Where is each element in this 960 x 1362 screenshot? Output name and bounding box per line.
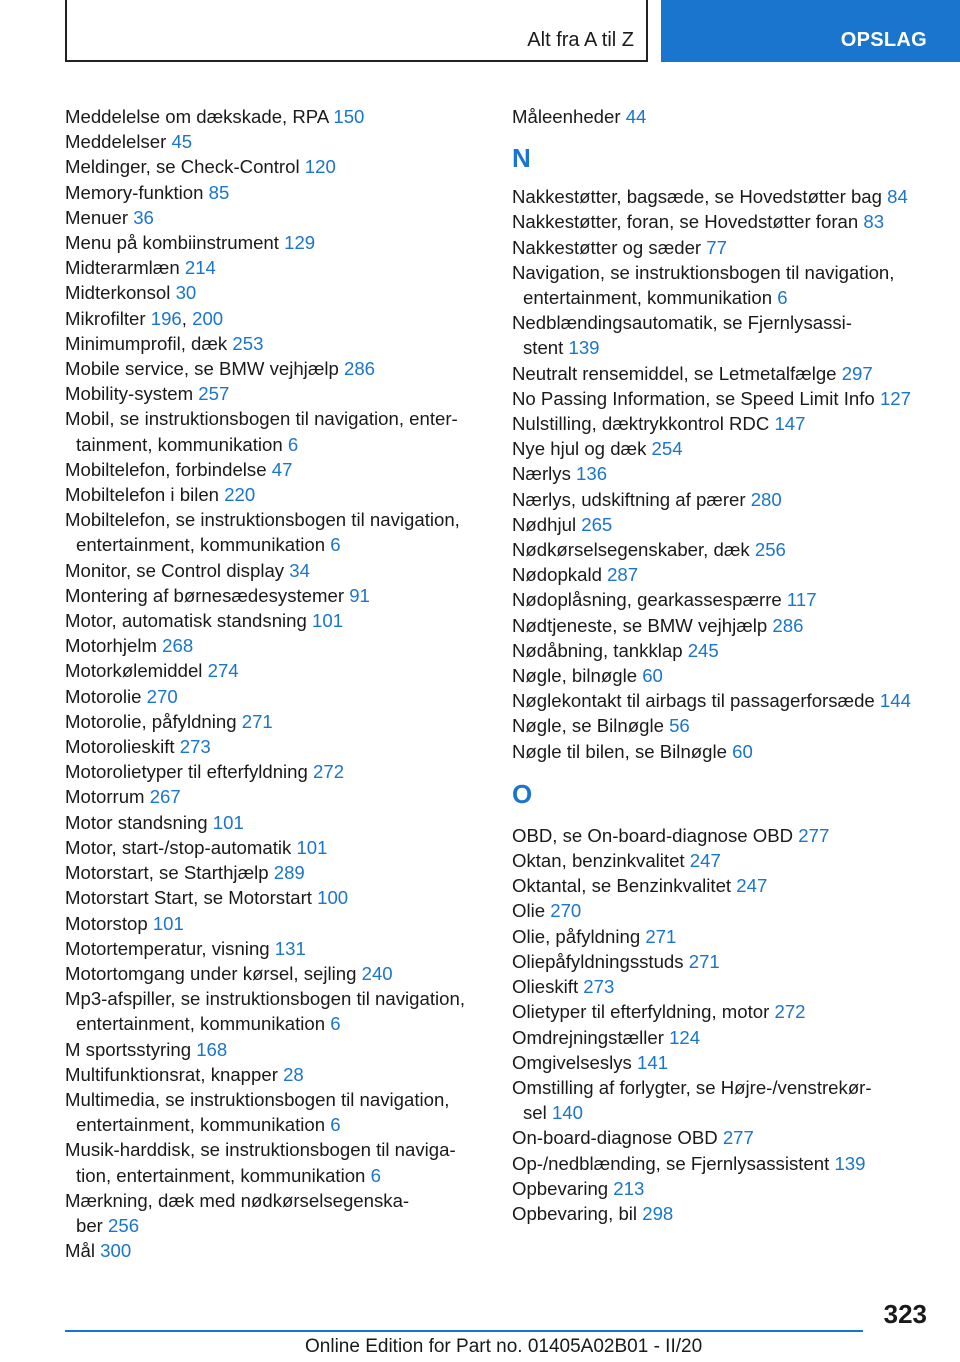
index-entry bbox=[65, 356, 485, 381]
index-entry bbox=[512, 104, 932, 129]
page-link[interactable]: 141 bbox=[637, 1051, 669, 1073]
entry-text: entertainment, kommunikation bbox=[523, 287, 778, 309]
index-entry bbox=[65, 709, 485, 734]
entry-text: Nakkestøtter, foran, se Hovedstøtter foran bbox=[512, 211, 864, 233]
index-entry bbox=[65, 558, 485, 583]
entry-text: Motorolietyper til efterfyldning bbox=[65, 761, 314, 783]
entry-text: Mobiltelefon, se instruktionsbogen til navigation, bbox=[65, 509, 460, 531]
entry-text: Mobil, se instruktionsbogen til navigation, enter- bbox=[65, 408, 458, 430]
index-entry bbox=[65, 1062, 485, 1087]
entry-text: Nødoplåsning, gearkassespærre bbox=[512, 589, 787, 611]
entry-text: Olietyper til efterfyldning, motor bbox=[512, 1001, 775, 1023]
entry-text: Op-/nedblænding, se Fjernlysassistent bbox=[512, 1152, 835, 1174]
page-link[interactable]: 144 bbox=[879, 690, 911, 712]
index-entry bbox=[512, 512, 932, 537]
index-entry bbox=[512, 1151, 932, 1176]
index-entry bbox=[65, 154, 485, 179]
entry-text: Multifunktionsrat, knapper bbox=[65, 1063, 284, 1085]
entry-text: Nærlys bbox=[512, 463, 577, 485]
index-entry bbox=[65, 482, 485, 507]
opslag-tab[interactable] bbox=[661, 0, 960, 62]
index-entry bbox=[512, 235, 932, 260]
index-entry bbox=[512, 638, 932, 663]
entry-text: Motorstop bbox=[65, 912, 153, 934]
entry-text: Mobility-system bbox=[65, 383, 199, 405]
page-link[interactable]: 267 bbox=[149, 786, 181, 808]
entry-text: Nye hjul og dæk bbox=[512, 438, 652, 460]
index-entry bbox=[512, 949, 932, 974]
entry-text: Mobiltelefon, forbindelse bbox=[65, 458, 272, 480]
page-link[interactable]: 47 bbox=[271, 458, 293, 480]
page-link[interactable]: 101 bbox=[212, 811, 244, 833]
page-link[interactable]: 120 bbox=[304, 156, 336, 178]
index-column-left bbox=[65, 104, 485, 1263]
page-link[interactable]: 100 bbox=[317, 887, 349, 909]
index-entry bbox=[65, 1037, 485, 1062]
entry-text: Oktan, benzinkvalitet bbox=[512, 850, 690, 872]
entry-text: ber bbox=[76, 1214, 109, 1236]
entry-text: Omgivelseslys bbox=[512, 1051, 638, 1073]
page-link[interactable]: 273 bbox=[583, 976, 615, 998]
page-link[interactable]: 140 bbox=[551, 1102, 583, 1124]
footer-divider bbox=[65, 1330, 863, 1332]
page-link[interactable]: 6 bbox=[777, 287, 788, 309]
entry-text: Motorhjelm bbox=[65, 635, 163, 657]
entry-text: Nødhjul bbox=[512, 513, 582, 535]
page-link[interactable]: 300 bbox=[100, 1240, 132, 1262]
page-link[interactable]: 45 bbox=[171, 131, 193, 153]
entry-text: Nærlys, udskiftning af pærer bbox=[512, 488, 751, 510]
index-entry bbox=[512, 873, 932, 898]
index-entry bbox=[65, 457, 485, 482]
page-link[interactable]: 60 bbox=[642, 665, 663, 687]
entry-text: Meddelelser bbox=[65, 131, 172, 153]
entry-text: Menuer bbox=[65, 206, 134, 228]
entry-text: Meddelelse om dækskade, RPA bbox=[65, 106, 334, 127]
entry-text: Nøglekontakt til airbags til passagerforsæde bbox=[512, 690, 880, 712]
entry-text: Motorstart, se Starthjælp bbox=[65, 862, 274, 884]
page-link[interactable]: 6 bbox=[330, 534, 341, 556]
page-link[interactable]: 6 bbox=[330, 1114, 341, 1136]
entry-text: Motor, start-/stop-automatik bbox=[65, 836, 297, 858]
index-entry bbox=[512, 209, 932, 234]
entry-text: Meldinger, se Check-Control bbox=[65, 156, 305, 178]
index-entry bbox=[65, 885, 485, 910]
entry-text: Motorkølemiddel bbox=[65, 660, 208, 682]
section-header bbox=[65, 0, 648, 62]
page-link[interactable]: 265 bbox=[581, 513, 613, 535]
index-entry bbox=[512, 587, 932, 612]
index-entry bbox=[65, 1087, 485, 1137]
index-entry bbox=[512, 713, 932, 738]
page-link[interactable]: 271 bbox=[688, 950, 720, 972]
entry-text: Nødopkald bbox=[512, 564, 608, 586]
section-title: Alt fra A til Z bbox=[527, 29, 634, 51]
entry-text: On-board-diagnose OBD bbox=[512, 1127, 723, 1149]
entry-text: Motor standsning bbox=[65, 811, 213, 833]
index-letter-o: O bbox=[512, 778, 533, 809]
index-entry bbox=[65, 180, 485, 205]
entry-text: Oliepåfyldningsstuds bbox=[512, 950, 689, 972]
entry-text: Opbevaring bbox=[512, 1177, 614, 1199]
entry-text: OBD, se On-board-diagnose OBD bbox=[512, 824, 799, 846]
page-link[interactable]: 56 bbox=[669, 715, 690, 737]
page-link[interactable]: 247 bbox=[736, 875, 768, 897]
entry-text: sel bbox=[523, 1102, 552, 1124]
index-entry bbox=[65, 734, 485, 759]
index-entry bbox=[512, 411, 932, 436]
page-link[interactable]: 287 bbox=[607, 564, 639, 586]
page-link[interactable]: 60 bbox=[732, 740, 753, 762]
entry-text: Mål bbox=[65, 1240, 101, 1262]
entry-text: Nødåbning, tankklap bbox=[512, 639, 688, 661]
index-entry bbox=[512, 1201, 932, 1226]
entry-text: Nøgle, bilnøgle bbox=[512, 665, 643, 687]
index-column-right bbox=[512, 104, 932, 1226]
page-link[interactable]: 77 bbox=[706, 236, 727, 258]
page-link[interactable]: 253 bbox=[232, 332, 264, 354]
index-entry bbox=[65, 986, 485, 1036]
entry-text: Midterarmlæn bbox=[65, 257, 185, 279]
index-entry bbox=[65, 608, 485, 633]
page-link[interactable]: 240 bbox=[361, 962, 393, 984]
entry-text: Mærkning, dæk med nødkørselsegenska- bbox=[65, 1189, 410, 1211]
entry-text: Minimumprofil, dæk bbox=[65, 332, 233, 354]
index-entry bbox=[512, 310, 932, 360]
index-entry: Mikrofilter 196, 200 bbox=[65, 307, 224, 329]
index-entry bbox=[512, 260, 932, 310]
entry-text: Motorolie bbox=[65, 685, 147, 707]
entry-text: Motorolie, påfyldning bbox=[65, 710, 242, 732]
page-link[interactable]: 101 bbox=[152, 912, 184, 934]
page-link[interactable]: 297 bbox=[841, 362, 873, 384]
entry-text: Nulstilling, dæktrykkontrol RDC bbox=[512, 413, 775, 435]
index-entry bbox=[65, 1188, 485, 1238]
page-link[interactable]: 272 bbox=[313, 761, 345, 783]
entry-text: Menu på kombiinstrument bbox=[65, 232, 285, 254]
page-link[interactable]: 28 bbox=[283, 1063, 304, 1085]
index-entry bbox=[65, 129, 485, 154]
index-entry bbox=[65, 633, 485, 658]
index-entry bbox=[65, 507, 485, 557]
page-link[interactable]: 44 bbox=[625, 106, 647, 127]
edition-text: Online Edition for Part no. 01405A02B01 - II/20 bbox=[305, 1336, 703, 1357]
index-entry bbox=[512, 1025, 932, 1050]
opslag-tab-label: OPSLAG bbox=[840, 29, 927, 51]
index-entry bbox=[512, 739, 932, 764]
index-entry bbox=[65, 280, 485, 305]
page-link[interactable]: 298 bbox=[642, 1202, 674, 1224]
entry-text: Monitor, se Control display bbox=[65, 559, 290, 581]
index-entry bbox=[512, 1125, 932, 1150]
page-link[interactable]: 6 bbox=[287, 433, 299, 455]
page-link[interactable]: 289 bbox=[273, 862, 305, 884]
index-entry bbox=[512, 562, 932, 587]
entry-text: Multimedia, se instruktionsbogen til navigation, bbox=[65, 1088, 450, 1110]
page-link[interactable]: 127 bbox=[879, 387, 911, 409]
index-entry bbox=[65, 835, 485, 860]
page-link[interactable]: 139 bbox=[568, 337, 600, 359]
index-entry bbox=[512, 1176, 932, 1201]
entry-text: Navigation, se instruktionsbogen til navigation, bbox=[512, 261, 895, 283]
entry-text: Motortemperatur, visning bbox=[65, 937, 275, 959]
entry-text: Motortomgang under kørsel, sejling bbox=[65, 962, 362, 984]
entry-text: Nødkørselsegenskaber, dæk bbox=[512, 539, 755, 561]
index-entry bbox=[65, 255, 485, 280]
entry-text: Nedblændingsautomatik, se Fjernlysassi- bbox=[512, 312, 852, 334]
entry-text: tion, entertainment, kommunikation bbox=[76, 1164, 371, 1186]
index-entry bbox=[65, 381, 485, 406]
page-link[interactable]: 272 bbox=[774, 1001, 806, 1023]
page-link[interactable]: 271 bbox=[241, 710, 273, 732]
index-entry bbox=[512, 848, 932, 873]
entry-text: Olie, påfyldning bbox=[512, 925, 646, 947]
index-entry bbox=[65, 684, 485, 709]
entry-text: Mp3-afspiller, se instruktionsbogen til navigation, bbox=[65, 988, 465, 1010]
page-link[interactable]: 273 bbox=[179, 736, 211, 758]
entry-text: Neutralt rensemiddel, se Letmetalfælge bbox=[512, 362, 842, 384]
page-link[interactable]: 277 bbox=[722, 1127, 754, 1149]
index-entry bbox=[512, 361, 932, 386]
page-link[interactable]: 280 bbox=[750, 488, 782, 510]
index-entry bbox=[512, 898, 932, 923]
entry-text: Montering af børnesædesystemer bbox=[65, 584, 350, 606]
page-link[interactable]: 101 bbox=[312, 610, 344, 632]
index-entry bbox=[65, 583, 485, 608]
index-entry bbox=[512, 974, 932, 999]
entry-text: No Passing Information, se Speed Limit Info bbox=[512, 387, 880, 409]
page-link[interactable]: 168 bbox=[196, 1038, 228, 1060]
footer bbox=[305, 1336, 702, 1358]
page-link[interactable]: 254 bbox=[651, 438, 683, 460]
page-link[interactable]: 124 bbox=[669, 1026, 701, 1048]
page-link[interactable]: 85 bbox=[208, 181, 230, 203]
entry-text: Olie bbox=[512, 900, 551, 922]
entry-text: Nakkestøtter og sæder bbox=[512, 236, 707, 258]
page-link[interactable]: 268 bbox=[162, 635, 194, 657]
page-link[interactable]: 196 bbox=[150, 307, 182, 329]
index-entry bbox=[65, 759, 485, 784]
index-entry bbox=[65, 1238, 485, 1263]
entry-text: Nakkestøtter, bagsæde, se Hovedstøtter bag bbox=[512, 186, 888, 208]
page-link[interactable]: 245 bbox=[687, 639, 719, 661]
entry-text: tainment, kommunikation bbox=[76, 433, 288, 455]
index-entry bbox=[65, 911, 485, 936]
entry-text: Omstilling af forlygter, se Højre-/venstrekør- bbox=[512, 1076, 872, 1098]
page-link[interactable]: 270 bbox=[550, 900, 582, 922]
index-entry bbox=[512, 663, 932, 688]
entry-text: Oktantal, se Benzinkvalitet bbox=[512, 875, 737, 897]
index-entry bbox=[512, 999, 932, 1024]
page-link[interactable]: 274 bbox=[207, 660, 239, 682]
page-link[interactable]: 131 bbox=[274, 937, 306, 959]
entry-text: Memory-funktion bbox=[65, 181, 209, 203]
entry-text: entertainment, kommunikation bbox=[76, 1114, 331, 1136]
index-entry bbox=[512, 184, 932, 209]
page-link[interactable]: 256 bbox=[108, 1214, 140, 1236]
entry-text: Nøgle til bilen, se Bilnøgle bbox=[512, 740, 733, 762]
index-entry bbox=[65, 860, 485, 885]
index-entry bbox=[65, 810, 485, 835]
page-link[interactable]: 247 bbox=[689, 850, 721, 872]
page-link[interactable]: 136 bbox=[576, 463, 608, 485]
entry-text: Nøgle, se Bilnøgle bbox=[512, 715, 670, 737]
entry-text: Olieskift bbox=[512, 976, 584, 998]
entry-text: Mobile service, se BMW vejhjælp bbox=[65, 358, 344, 380]
index-entry bbox=[65, 205, 485, 230]
page-link[interactable]: 150 bbox=[333, 106, 365, 127]
page-link[interactable]: 270 bbox=[146, 685, 178, 707]
page-link[interactable]: 147 bbox=[774, 413, 806, 435]
index-entry bbox=[512, 537, 932, 562]
index-entry bbox=[512, 436, 932, 461]
page-link[interactable]: 36 bbox=[133, 206, 154, 228]
page-link[interactable]: 6 bbox=[330, 1013, 341, 1035]
page-link[interactable]: 200 bbox=[192, 307, 224, 329]
index-entry bbox=[65, 961, 485, 986]
index-entry bbox=[512, 487, 932, 512]
entry-text: Motorrum bbox=[65, 786, 150, 808]
index-entry bbox=[65, 104, 485, 129]
index-entry bbox=[512, 461, 932, 486]
page-link[interactable]: 83 bbox=[863, 211, 885, 233]
entry-text: Motorstart Start, se Motorstart bbox=[65, 887, 318, 909]
page-link[interactable]: 91 bbox=[349, 584, 370, 606]
page-link[interactable]: 129 bbox=[284, 232, 316, 254]
entry-text: Midterkonsol bbox=[65, 282, 176, 304]
entry-text: entertainment, kommunikation bbox=[76, 1013, 331, 1035]
index-entry bbox=[512, 924, 932, 949]
page-link[interactable]: 256 bbox=[754, 539, 786, 561]
index-letter-n: N bbox=[512, 143, 531, 174]
index-entry bbox=[512, 613, 932, 638]
entry-text: stent bbox=[523, 337, 569, 359]
entry-text: Motor, automatisk standsning bbox=[65, 610, 313, 632]
index-entry bbox=[65, 331, 485, 356]
entry-text: Omdrejningstæller bbox=[512, 1026, 670, 1048]
index-entry bbox=[65, 784, 485, 809]
entry-text: Opbevaring, bil bbox=[512, 1202, 643, 1224]
page-number: 323 bbox=[883, 1299, 927, 1329]
page-link[interactable]: 139 bbox=[834, 1152, 866, 1174]
index-entry bbox=[512, 1050, 932, 1075]
index-entry bbox=[65, 230, 485, 255]
page-link[interactable]: 34 bbox=[289, 559, 310, 581]
index-entry bbox=[512, 386, 932, 411]
index-entry bbox=[512, 1075, 932, 1125]
page-link[interactable]: 213 bbox=[613, 1177, 645, 1199]
index-entry bbox=[65, 936, 485, 961]
entry-text: Musik-harddisk, se instruktionsbogen til naviga- bbox=[65, 1139, 456, 1161]
page-link[interactable]: 271 bbox=[645, 925, 677, 947]
page-link[interactable]: 101 bbox=[296, 836, 328, 858]
page-link[interactable]: 84 bbox=[887, 186, 908, 208]
page-link[interactable]: 6 bbox=[370, 1164, 381, 1186]
index-entry bbox=[65, 658, 485, 683]
index-entry bbox=[512, 823, 932, 848]
entry-text: Motorolieskift bbox=[65, 736, 180, 758]
page-link[interactable]: 220 bbox=[224, 484, 256, 506]
page-link[interactable]: 30 bbox=[175, 282, 197, 304]
entry-text: Nødtjeneste, se BMW vejhjælp bbox=[512, 614, 773, 636]
index-entry bbox=[65, 1137, 485, 1187]
index-entry bbox=[65, 406, 485, 456]
page-link[interactable]: 286 bbox=[772, 614, 804, 636]
index-entry bbox=[512, 688, 932, 713]
entry-text: Måleenheder bbox=[512, 106, 626, 127]
entry-text: entertainment, kommunikation bbox=[76, 534, 331, 556]
page-link[interactable]: 117 bbox=[786, 589, 817, 611]
entry-text: M sportsstyring bbox=[65, 1038, 197, 1060]
page-link[interactable]: 277 bbox=[798, 824, 830, 846]
page-link[interactable]: 214 bbox=[184, 257, 216, 279]
page-link[interactable]: 257 bbox=[198, 383, 230, 405]
entry-text: Mobiltelefon i bilen bbox=[65, 484, 225, 506]
entry-text: Mikrofilter bbox=[65, 307, 151, 329]
page-link[interactable]: 286 bbox=[344, 358, 376, 380]
